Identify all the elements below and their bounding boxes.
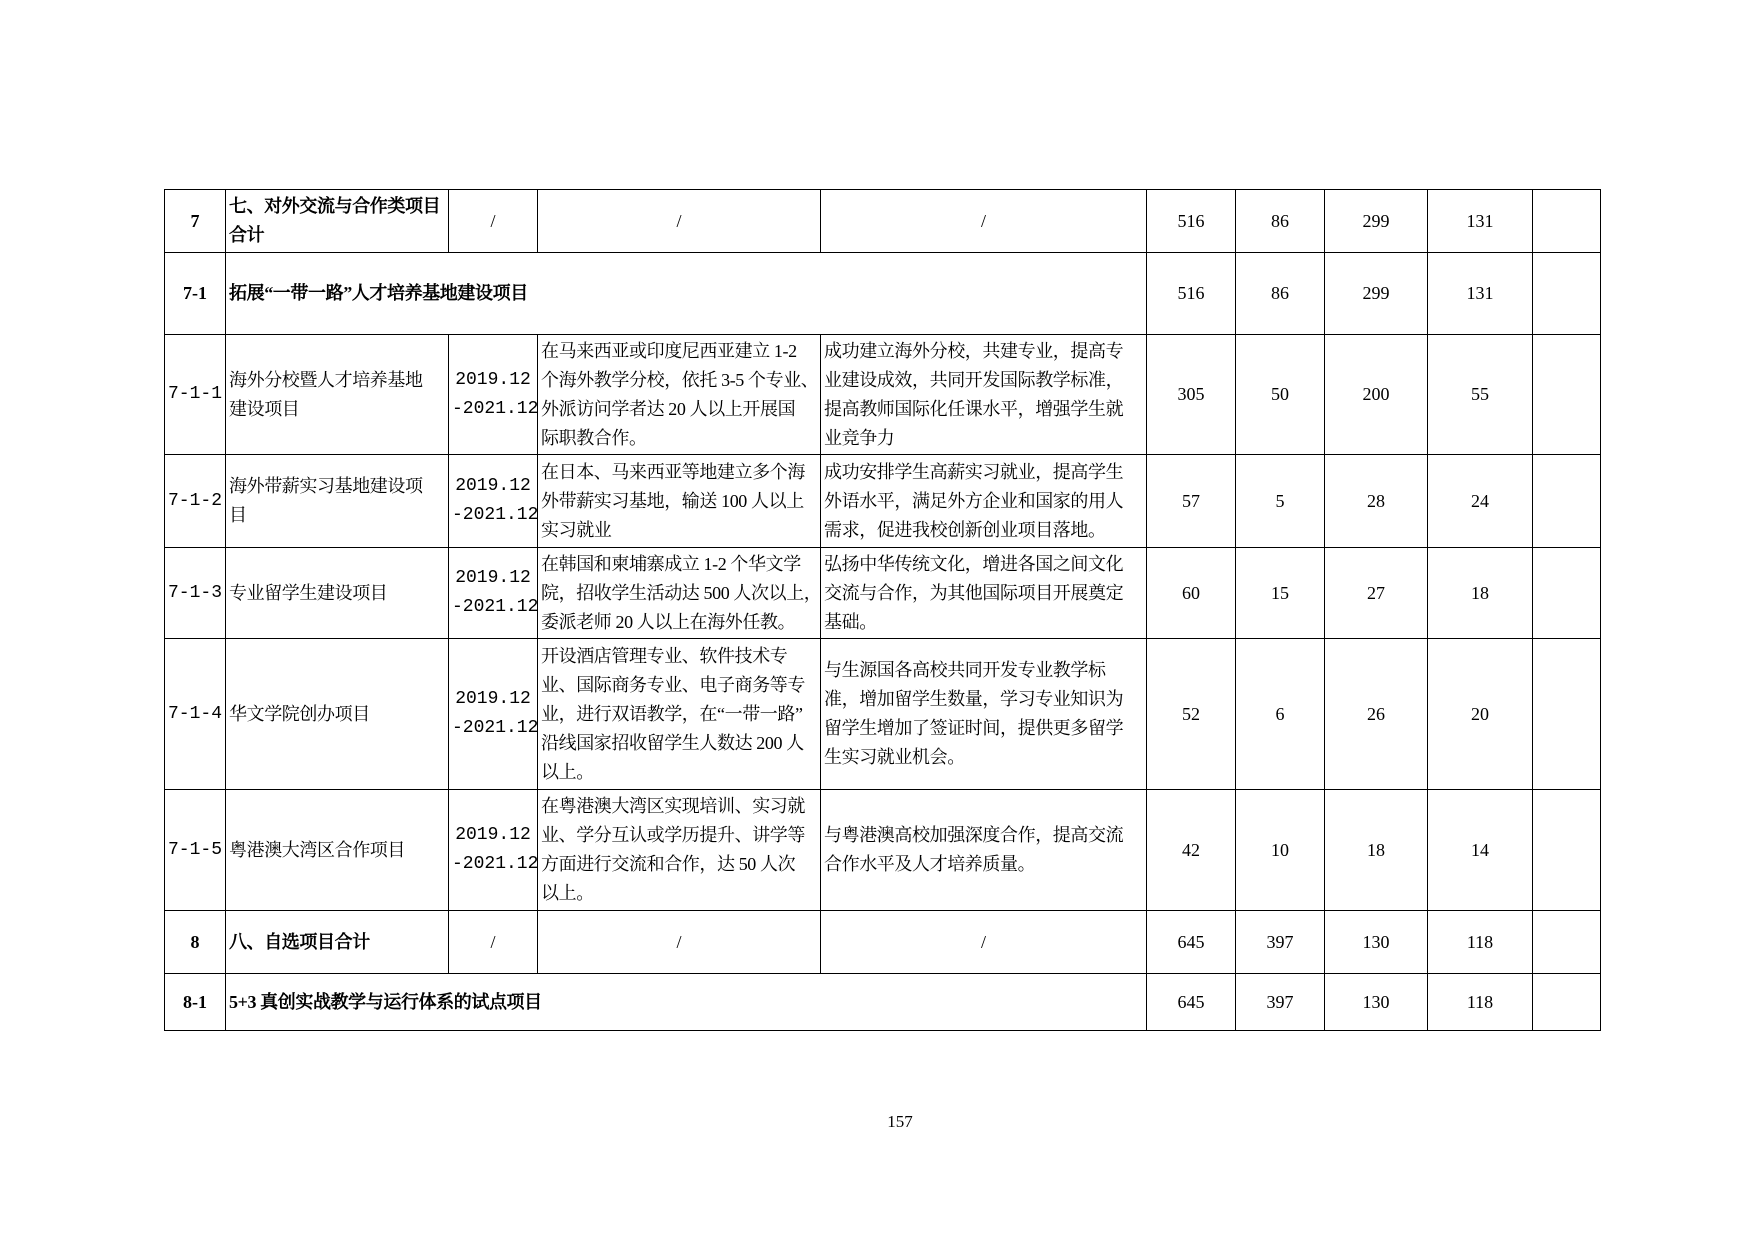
row-number: 8-1 [183,991,207,1012]
table-row-8-1 [165,974,1601,1031]
remark-cell [1533,335,1601,455]
amount-cell [1236,911,1325,974]
table-row-8 [165,911,1601,974]
target-line: 需求，促进我校创新创业项目落地。 [824,519,1106,540]
amount-cell [1325,253,1428,335]
amount-cell [1428,974,1533,1031]
period-cell [449,639,538,790]
content-cell [538,455,821,548]
amount-cell [1147,790,1236,911]
row-number-cell [165,190,226,253]
period-end: -2021.12 [452,398,539,419]
period-cell [449,455,538,548]
project-name-cell [226,548,449,639]
amount-value: 18 [1471,582,1489,603]
target-cell [821,548,1147,639]
amount-value: 516 [1177,210,1205,231]
amount-value: 305 [1177,384,1205,404]
amount-value: 14 [1471,839,1489,860]
amount-value: 645 [1177,991,1205,1012]
project-name-line: 八、自选项目合计 [229,931,370,952]
content-line: 以上。 [541,761,594,782]
remark-cell [1533,548,1601,639]
remark-cell [1533,639,1601,790]
project-name-line: 建设项目 [229,398,300,419]
section-title: 5+3 真创实战教学与运行体系的试点项目 [229,991,542,1012]
content-line: 业、国际商务专业、电子商务等专 [541,674,805,695]
amount-value: 299 [1362,210,1390,231]
row-number-cell [165,911,226,974]
target-cell [821,335,1147,455]
table-row-7-1-1 [165,335,1601,455]
content-line: 外带薪实习基地，输送 100 人以上 [541,490,804,511]
amount-cell [1325,335,1428,455]
target-line: 基础。 [824,611,877,632]
amount-value: 5 [1275,490,1285,511]
amount-value: 397 [1266,991,1294,1012]
content-cell [538,190,821,253]
amount-value: 86 [1271,210,1289,231]
amount-value: 57 [1182,490,1200,511]
target-line: 准，增加留学生数量，学习专业知识为 [824,689,1124,709]
amount-cell [1236,253,1325,335]
target-line: 成功建立海外分校，共建专业，提高专 [824,340,1124,361]
content-text: / [676,210,682,231]
amount-cell [1325,190,1428,253]
project-table [164,189,1601,1031]
amount-cell [1428,911,1533,974]
amount-value: 18 [1367,839,1385,860]
project-name-line: 合计 [229,225,265,245]
amount-cell [1147,190,1236,253]
amount-cell [1428,190,1533,253]
amount-cell [1236,548,1325,639]
content-line: 际职教合作。 [541,427,647,448]
amount-value: 86 [1271,283,1289,303]
amount-cell [1325,790,1428,911]
target-line: 与生源国各高校共同开发专业教学标 [824,660,1106,680]
target-line: 业竞争力 [824,427,895,448]
target-cell [821,911,1147,974]
content-line: 以上。 [541,883,594,903]
amount-value: 60 [1182,582,1200,603]
period-start: 2019.12 [455,689,531,709]
project-name-cell [226,455,449,548]
remark-cell [1533,253,1601,335]
amount-cell [1325,548,1428,639]
period-cell [449,548,538,639]
period-start: 2019.12 [455,568,531,588]
amount-value: 118 [1466,991,1494,1012]
amount-value: 26 [1367,703,1385,724]
amount-value: 299 [1362,283,1390,303]
project-name-line: 海外分校暨人才培养基地 [229,369,423,390]
content-line: 在日本、马来西亚等地建立多个海 [541,461,805,482]
target-cell [821,639,1147,790]
content-line: 院，招收学生活动达 500 人次以上， [541,582,822,603]
period-end: -2021.12 [452,597,539,617]
content-cell [538,911,821,974]
project-name-line: 粤港澳大湾区合作项目 [229,839,405,860]
row-number: 7-1-5 [167,839,222,860]
project-name-line: 海外带薪实习基地建设项 [229,476,423,496]
target-line: 提高教师国际化任课水平，增强学生就 [824,398,1124,419]
table-row-7-1-5 [165,790,1601,911]
row-number-cell [165,974,226,1031]
row-number: 7-1 [183,283,207,303]
target-line: 生实习就业机会。 [824,747,965,767]
target-cell [821,790,1147,911]
target-text: / [980,931,986,952]
content-line: 业、学分互认或学历提升、讲学等 [541,825,805,845]
content-line: 在马来西亚或印度尼西亚建立 1-2 [541,340,797,361]
row-number-cell [165,455,226,548]
target-line: 成功安排学生高薪实习就业，提高学生 [824,461,1124,482]
row-number-cell [165,790,226,911]
row-number-cell [165,253,226,335]
row-number-cell [165,639,226,790]
row-number: 8 [190,931,200,952]
row-number: 7-1-4 [167,703,222,724]
amount-cell [1147,455,1236,548]
amount-cell [1428,548,1533,639]
amount-cell [1428,455,1533,548]
period-end: -2021.12 [452,854,539,874]
amount-value: 645 [1177,931,1205,952]
amount-value: 20 [1471,703,1489,724]
row-number-cell [165,335,226,455]
project-name-cell [226,190,449,253]
amount-cell [1236,639,1325,790]
period-start: 2019.12 [455,369,531,390]
amount-cell [1147,911,1236,974]
target-text: / [980,210,986,231]
amount-cell [1325,974,1428,1031]
target-line: 合作水平及人才培养质量。 [824,854,1036,874]
table-row-7-1-2 [165,455,1601,548]
amount-cell [1325,455,1428,548]
table-row-7-1-4 [165,639,1601,790]
section-title-cell [226,974,1147,1031]
row-number-cell [165,548,226,639]
row-number: 7-1-2 [167,490,222,511]
period-cell [449,190,538,253]
period-end: -2021.12 [452,718,539,738]
section-title: 拓展“一带一路”人才培养基地建设项目 [229,283,528,303]
amount-cell [1428,790,1533,911]
amount-cell [1147,974,1236,1031]
period-cell [449,911,538,974]
amount-cell [1325,911,1428,974]
remark-cell [1533,974,1601,1031]
content-cell [538,548,821,639]
table-row-7-1 [165,253,1601,335]
period-cell [449,790,538,911]
amount-cell [1236,790,1325,911]
amount-cell [1428,253,1533,335]
content-text: / [676,931,682,952]
amount-value: 15 [1271,582,1289,603]
project-name-line: 专业留学生建设项目 [229,582,388,603]
content-line: 实习就业 [541,519,612,540]
amount-value: 50 [1271,384,1289,404]
content-line: 方面进行交流和合作，达 50 人次 [541,854,796,874]
remark-cell [1533,911,1601,974]
amount-cell [1428,639,1533,790]
amount-value: 55 [1471,384,1489,404]
target-line: 与粤港澳高校加强深度合作，提高交流 [824,825,1124,845]
remark-cell [1533,455,1601,548]
content-cell [538,639,821,790]
amount-value: 131 [1466,210,1494,231]
amount-value: 10 [1271,839,1289,860]
amount-value: 27 [1367,582,1385,603]
row-number: 7-1-1 [167,384,222,404]
row-number: 7 [190,210,200,231]
content-line: 业，进行双语教学，在“一带一路” [541,703,803,724]
project-name-line: 七、对外交流与合作类项目 [229,196,441,216]
amount-value: 397 [1266,931,1294,952]
amount-value: 118 [1466,931,1494,952]
target-line: 交流与合作，为其他国际项目开展奠定 [824,582,1124,603]
section-title-cell [226,253,1147,335]
project-name-cell [226,335,449,455]
amount-value: 28 [1367,490,1385,511]
project-name-cell [226,911,449,974]
content-line: 外派访问学者达 20 人以上开展国 [541,398,796,419]
amount-cell [1147,253,1236,335]
period-end: -2021.12 [452,505,539,525]
remark-cell [1533,190,1601,253]
amount-value: 42 [1182,839,1200,860]
amount-value: 516 [1177,283,1205,303]
amount-value: 130 [1362,931,1390,952]
content-cell [538,790,821,911]
target-line: 弘扬中华传统文化，增进各国之间文化 [824,553,1124,574]
page-number: 157 [887,1112,913,1131]
content-line: 开设酒店管理专业、软件技术专 [541,645,788,666]
amount-cell [1147,639,1236,790]
content-line: 在粤港澳大湾区实现培训、实习就 [541,796,805,816]
amount-cell [1236,974,1325,1031]
amount-value: 131 [1466,283,1494,303]
period-start: 2019.12 [455,476,531,496]
row-number: 7-1-3 [167,582,222,603]
project-name-cell [226,639,449,790]
amount-cell [1325,639,1428,790]
period-cell [449,335,538,455]
target-line: 业建设成效，共同开发国际教学标准， [824,369,1124,390]
target-line: 外语水平，满足外方企业和国家的用人 [824,490,1124,511]
period-text: / [490,931,496,952]
amount-value: 200 [1362,384,1390,404]
amount-cell [1147,335,1236,455]
project-name-cell [226,790,449,911]
remark-cell [1533,790,1601,911]
amount-cell [1428,335,1533,455]
amount-cell [1236,335,1325,455]
amount-value: 24 [1471,490,1489,511]
project-name-line: 华文学院创办项目 [229,703,370,724]
content-line: 沿线国家招收留学生人数达 200 人 [541,732,804,753]
target-cell [821,190,1147,253]
amount-value: 52 [1182,703,1200,724]
amount-value: 6 [1275,703,1285,724]
amount-cell [1147,548,1236,639]
target-cell [821,455,1147,548]
period-text: / [490,210,496,231]
period-start: 2019.12 [455,825,531,845]
content-line: 个海外教学分校，依托 3-5 个专业、 [541,369,819,390]
target-line: 留学生增加了签证时间，提供更多留学 [824,718,1124,738]
project-name-line: 目 [229,505,247,525]
table-row-7 [165,190,1601,253]
amount-value: 130 [1362,991,1390,1012]
content-cell [538,335,821,455]
content-line: 委派老师 20 人以上在海外任教。 [541,611,796,632]
amount-cell [1236,190,1325,253]
table-row-7-1-3 [165,548,1601,639]
content-line: 在韩国和柬埔寨成立 1-2 个华文学 [541,553,801,574]
amount-cell [1236,455,1325,548]
